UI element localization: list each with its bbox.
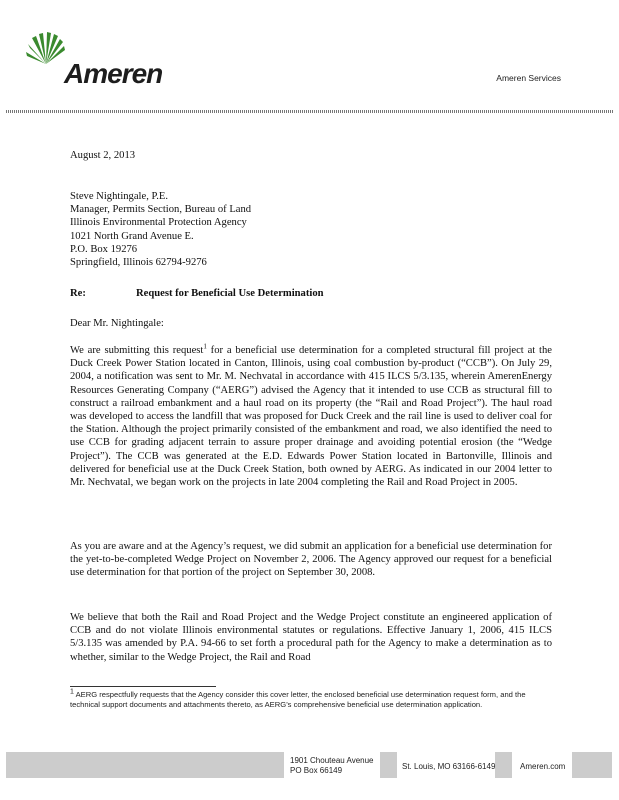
salutation: Dear Mr. Nightingale: [70, 318, 164, 329]
subject-line [70, 287, 552, 300]
recipient-address [70, 190, 552, 269]
logo-wordmark: Ameren [64, 58, 163, 89]
footer-pattern [380, 752, 397, 778]
recipient-line: Illinois Environmental Protection Agency [70, 217, 247, 229]
letter-date: August 2, 2013 [70, 150, 136, 161]
re-subject: Request for Beneficial Use Determination [136, 288, 324, 299]
footer-address: 1901 Chouteau Avenue PO Box 66149 [290, 756, 374, 775]
footer-pattern [6, 752, 284, 778]
recipient-line: Springfield, Illinois 62794-9276 [70, 256, 207, 268]
paragraph-2: As you are aware and at the Agency’s request, we did submit an application for a beneficial use determination for the yet-to-be-completed Wedge Project on November 2, 2006. The Agency approved our request for a beneficial use determination for that portion of the project on September 30, 2008. [70, 541, 552, 579]
header-divider [6, 110, 613, 113]
recipient-line: Steve Nightingale, P.E. [70, 191, 168, 202]
footnote-ref: 1 [203, 342, 207, 351]
department-label: Ameren Services [496, 73, 561, 83]
footer-pattern [572, 752, 612, 778]
recipient-line: Manager, Permits Section, Bureau of Land [70, 204, 252, 216]
ameren-logo [26, 32, 166, 88]
recipient-line: 1021 North Grand Avenue E. [70, 230, 194, 242]
paragraph-3: We believe that both the Rail and Road Project and the Wedge Project constitute an engineered application of CCB and do not violate Illinois environmental statutes or regulations. Effective January 1, 2006, 415 ILCS 5/3.135 was amended by P.A. 94-66 to set forth a procedural path for the Agency to make a determination as to whether, similar to the Wedge Project, the Rail and Road [70, 612, 552, 663]
ameren-sunburst-icon [26, 32, 66, 68]
paragraph-1: We are submitting this request$^1$ for a beneficial use determination for a completed structural fill project at the Duck Creek Power Station located in Canton, Illinois, using coal combustion by-product (“CCB”). On July 29, 2004, a notification was sent to Mr. M. Nechvatal in accordance with 415 ILCS 5/3.135, wherein AmerenEnergy Resources Generating Company (“AERG”) advised the Agency that it intended to use CCB as structural fill to construct a railroad embankment and a haul road on its property (the “Rail and Road Project”). The haul road was developed to access the landfill that was proposed for Duck Creek and the rail line is used to deliver coal for the Station. Although the project primarily consisted of the embankment and road, we also identified the need to use CCB for grading adjacent terrain to assure proper drainage and avoiding potential erosion (the “Wedge Project”). The CCB was generated at the E.D. Edwards Power Station located in Bartonville, Illinois and delivered for beneficial use at the Duck Creek Station, both owned by AERG. As indicated in our 2004 letter to Mr. Nechvatal, we began work on the projects in late 2004 completing the Rail and Road Project in 2005. [70, 342, 552, 489]
footer-website: Ameren.com [520, 762, 566, 771]
footnote: $^1$ AERG respectfully requests that the Agency consider this cover letter, the enclosed beneficial use determination request form, and the technical support documents and attachments thereto, as AERG’s comprehensive beneficial use determination application. [70, 688, 526, 710]
recipient-line: P.O. Box 19276 [70, 243, 138, 255]
footer-city: St. Louis, MO 63166-6149 [402, 762, 496, 771]
re-label: Re: [70, 288, 86, 299]
footnote-divider [70, 686, 216, 687]
footer-pattern [495, 752, 512, 778]
